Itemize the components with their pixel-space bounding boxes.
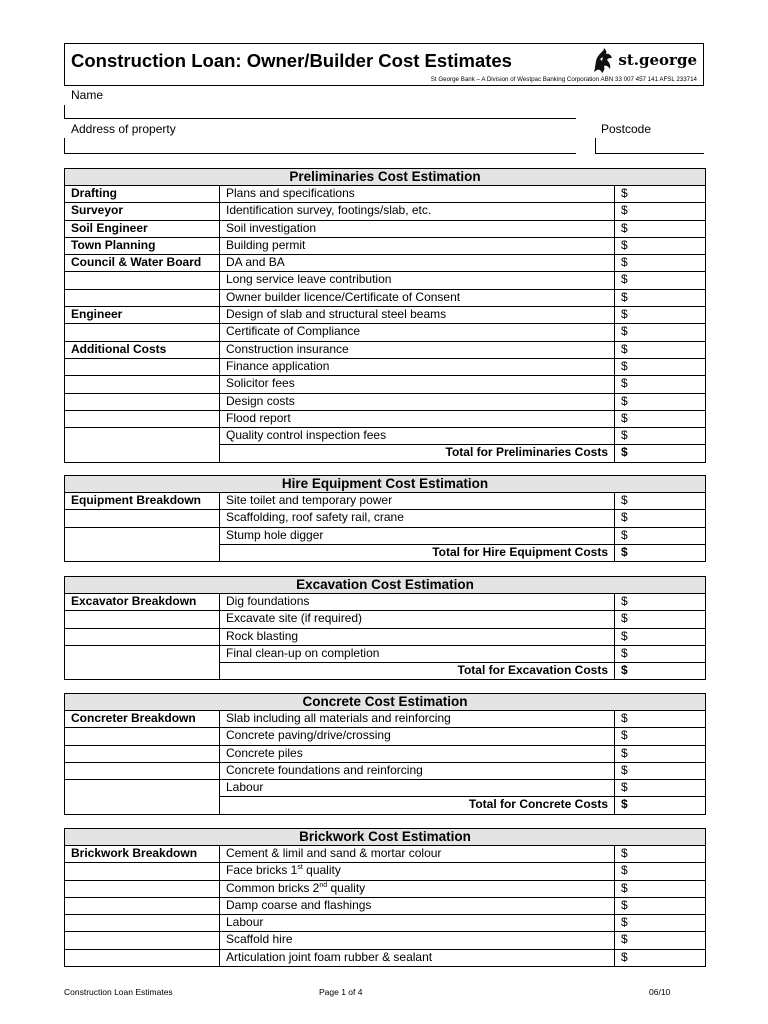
category-cell [65, 510, 220, 527]
item-cell: Labour [220, 915, 615, 932]
table-row [65, 932, 706, 949]
category-cell: Town Planning [65, 237, 220, 254]
item-cell: Site toilet and temporary power [220, 493, 615, 510]
table-row [65, 307, 706, 324]
item-cell: Plans and specifications [220, 186, 615, 203]
category-cell: Soil Engineer [65, 220, 220, 237]
item-cell: Cement & limil and sand & mortar colour [220, 846, 615, 863]
total-row [65, 663, 706, 680]
category-cell [65, 745, 220, 762]
amount-field[interactable]: $ [615, 428, 706, 445]
postcode-field[interactable] [595, 153, 704, 154]
item-cell: Scaffold hire [220, 932, 615, 949]
category-cell [65, 410, 220, 427]
section-title: Concrete Cost Estimation [65, 694, 706, 711]
total-label: Total for Hire Equipment Costs [220, 544, 615, 561]
table-row [65, 645, 706, 662]
category-cell: Excavator Breakdown [65, 594, 220, 611]
amount-field[interactable]: $ [615, 846, 706, 863]
amount-field[interactable]: $ [615, 510, 706, 527]
category-cell: Additional Costs [65, 341, 220, 358]
category-cell [65, 863, 220, 880]
amount-field[interactable]: $ [615, 376, 706, 393]
table-row [65, 272, 706, 289]
category-cell [65, 628, 220, 645]
amount-field[interactable]: $ [615, 272, 706, 289]
item-cell: Dig foundations [220, 594, 615, 611]
total-amount-field[interactable]: $ [615, 797, 706, 814]
item-cell: Certificate of Compliance [220, 324, 615, 341]
name-label: Name [71, 88, 104, 102]
item-cell: Concrete piles [220, 745, 615, 762]
total-blank-cell [65, 663, 220, 680]
footer-page-number: Page 1 of 4 [319, 987, 363, 997]
footer-doc-name: Construction Loan Estimates [64, 987, 173, 997]
table-row [65, 711, 706, 728]
total-amount-field[interactable]: $ [615, 544, 706, 561]
cost-table [64, 828, 706, 967]
table-row [65, 358, 706, 375]
amount-field[interactable]: $ [615, 237, 706, 254]
amount-field[interactable]: $ [615, 880, 706, 897]
category-cell: Engineer [65, 307, 220, 324]
category-cell: Equipment Breakdown [65, 493, 220, 510]
amount-field[interactable]: $ [615, 220, 706, 237]
section-title: Preliminaries Cost Estimation [65, 169, 706, 186]
table-row [65, 510, 706, 527]
table-row [65, 880, 706, 897]
item-cell: Construction insurance [220, 341, 615, 358]
table-row [65, 376, 706, 393]
item-cell: Slab including all materials and reinforcing [220, 711, 615, 728]
category-cell [65, 932, 220, 949]
category-cell [65, 324, 220, 341]
category-cell: Drafting [65, 186, 220, 203]
amount-field[interactable]: $ [615, 358, 706, 375]
total-row [65, 797, 706, 814]
category-cell [65, 762, 220, 779]
amount-field[interactable]: $ [615, 711, 706, 728]
table-row [65, 762, 706, 779]
table-row [65, 728, 706, 745]
table-row [65, 203, 706, 220]
amount-field[interactable]: $ [615, 203, 706, 220]
total-amount-field[interactable]: $ [615, 445, 706, 462]
table-row [65, 915, 706, 932]
total-blank-cell [65, 544, 220, 561]
table-row [65, 628, 706, 645]
table-row [65, 493, 706, 510]
amount-field[interactable]: $ [615, 527, 706, 544]
cost-table [64, 475, 706, 562]
amount-field[interactable]: $ [615, 307, 706, 324]
table-row [65, 949, 706, 966]
total-label: Total for Preliminaries Costs [220, 445, 615, 462]
postcode-label: Postcode [601, 122, 652, 136]
item-cell: Final clean-up on completion [220, 645, 615, 662]
st-george-logo [590, 45, 697, 75]
table-row [65, 289, 706, 306]
item-cell: Common bricks 2nd quality [220, 880, 615, 897]
amount-field[interactable]: $ [615, 611, 706, 628]
category-cell [65, 611, 220, 628]
item-cell: Concrete foundations and reinforcing [220, 762, 615, 779]
table-row [65, 897, 706, 914]
cost-table [64, 168, 706, 463]
category-cell [65, 289, 220, 306]
item-cell: Scaffolding, roof safety rail, crane [220, 510, 615, 527]
page-title: Construction Loan: Owner/Builder Cost Estimates [71, 50, 512, 71]
item-cell: Soil investigation [220, 220, 615, 237]
section-title: Hire Equipment Cost Estimation [65, 476, 706, 493]
item-cell: Concrete paving/drive/crossing [220, 728, 615, 745]
address-field[interactable] [64, 153, 576, 154]
category-cell [65, 527, 220, 544]
table-row [65, 745, 706, 762]
amount-field[interactable]: $ [615, 863, 706, 880]
table-row [65, 186, 706, 203]
category-cell: Council & Water Board [65, 255, 220, 272]
name-field-tick [64, 105, 65, 119]
table-row [65, 237, 706, 254]
item-cell: Face bricks 1st quality [220, 863, 615, 880]
category-cell [65, 728, 220, 745]
item-cell: Rock blasting [220, 628, 615, 645]
category-cell [65, 376, 220, 393]
item-cell: Articulation joint foam rubber & sealant [220, 949, 615, 966]
name-field[interactable] [64, 118, 576, 119]
item-cell: Labour [220, 780, 615, 797]
table-row [65, 611, 706, 628]
total-row [65, 445, 706, 462]
table-row [65, 428, 706, 445]
cost-table [64, 576, 706, 680]
table-row [65, 410, 706, 427]
disclaimer: St George Bank – A Division of Westpac Banking Corporation ABN 33 007 457 141 AFSL 233714 [430, 76, 697, 83]
item-cell: Identification survey, footings/slab, etc. [220, 203, 615, 220]
category-cell [65, 949, 220, 966]
amount-field[interactable]: $ [615, 393, 706, 410]
category-cell [65, 358, 220, 375]
amount-field[interactable]: $ [615, 289, 706, 306]
amount-field[interactable]: $ [615, 324, 706, 341]
item-cell: Design of slab and structural steel beams [220, 307, 615, 324]
total-blank-cell [65, 797, 220, 814]
category-cell [65, 780, 220, 797]
table-row [65, 393, 706, 410]
table-row [65, 220, 706, 237]
amount-field[interactable]: $ [615, 493, 706, 510]
category-cell [65, 393, 220, 410]
table-row [65, 846, 706, 863]
item-cell: Damp coarse and flashings [220, 897, 615, 914]
item-cell: DA and BA [220, 255, 615, 272]
postcode-field-tick [595, 138, 596, 154]
amount-field[interactable]: $ [615, 728, 706, 745]
item-cell: Building permit [220, 237, 615, 254]
table-row [65, 594, 706, 611]
amount-field[interactable]: $ [615, 745, 706, 762]
amount-field[interactable]: $ [615, 949, 706, 966]
category-cell [65, 428, 220, 445]
item-cell: Owner builder licence/Certificate of Consent [220, 289, 615, 306]
amount-field[interactable]: $ [615, 897, 706, 914]
amount-field[interactable]: $ [615, 762, 706, 779]
dragon-icon [590, 45, 616, 75]
total-amount-field[interactable]: $ [615, 663, 706, 680]
item-cell: Flood report [220, 410, 615, 427]
amount-field[interactable]: $ [615, 341, 706, 358]
total-label: Total for Excavation Costs [220, 663, 615, 680]
table-row [65, 527, 706, 544]
total-blank-cell [65, 445, 220, 462]
item-cell: Long service leave contribution [220, 272, 615, 289]
table-row [65, 341, 706, 358]
total-label: Total for Concrete Costs [220, 797, 615, 814]
amount-field[interactable]: $ [615, 410, 706, 427]
category-cell [65, 915, 220, 932]
amount-field[interactable]: $ [615, 255, 706, 272]
category-cell: Surveyor [65, 203, 220, 220]
amount-field[interactable]: $ [615, 915, 706, 932]
amount-field[interactable]: $ [615, 628, 706, 645]
section-title: Excavation Cost Estimation [65, 577, 706, 594]
address-label: Address of property [71, 122, 176, 136]
table-row [65, 863, 706, 880]
table-row [65, 255, 706, 272]
amount-field[interactable]: $ [615, 186, 706, 203]
amount-field[interactable]: $ [615, 645, 706, 662]
table-row [65, 324, 706, 341]
logo-text: st.george [618, 51, 697, 69]
cost-table [64, 693, 706, 815]
category-cell [65, 880, 220, 897]
amount-field[interactable]: $ [615, 932, 706, 949]
amount-field[interactable]: $ [615, 780, 706, 797]
item-cell: Solicitor fees [220, 376, 615, 393]
section-title: Brickwork Cost Estimation [65, 829, 706, 846]
item-cell: Finance application [220, 358, 615, 375]
category-cell [65, 897, 220, 914]
header-box [64, 43, 704, 86]
category-cell [65, 645, 220, 662]
total-row [65, 544, 706, 561]
item-cell: Design costs [220, 393, 615, 410]
category-cell [65, 272, 220, 289]
category-cell: Brickwork Breakdown [65, 846, 220, 863]
item-cell: Stump hole digger [220, 527, 615, 544]
amount-field[interactable]: $ [615, 594, 706, 611]
table-row [65, 780, 706, 797]
item-cell: Excavate site (if required) [220, 611, 615, 628]
footer-date: 06/10 [649, 987, 671, 997]
address-field-tick [64, 138, 65, 154]
item-cell: Quality control inspection fees [220, 428, 615, 445]
category-cell: Concreter Breakdown [65, 711, 220, 728]
